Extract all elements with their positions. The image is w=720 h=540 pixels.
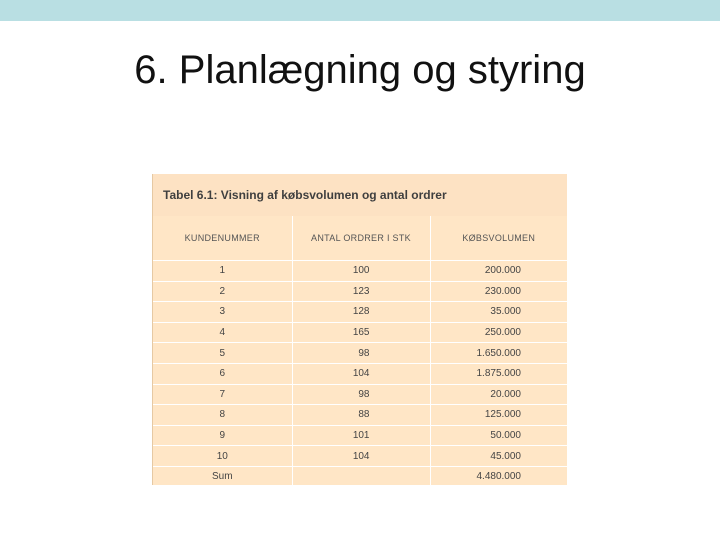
cell-antal-ordrer: 101 <box>292 425 430 446</box>
cell-antal-ordrer <box>292 466 430 487</box>
header-kundenummer: KUNDENUMMER <box>153 216 292 261</box>
table-row <box>153 322 567 343</box>
table-row <box>153 261 567 282</box>
cell-kundenummer: Sum <box>153 466 292 487</box>
table-figure <box>152 174 567 485</box>
top-accent-bar <box>0 0 720 21</box>
cell-antal-ordrer: 100 <box>292 261 430 282</box>
table-caption: Tabel 6.1: Visning af købsvolumen og antal ordrer <box>153 174 567 216</box>
cell-kundenummer: 4 <box>153 322 292 343</box>
table-body <box>153 261 567 488</box>
cell-kobsvolumen: 35.000 <box>430 302 567 323</box>
cell-kobsvolumen: 125.000 <box>430 405 567 426</box>
cell-kundenummer: 8 <box>153 405 292 426</box>
cell-kundenummer: 9 <box>153 425 292 446</box>
cell-kundenummer: 10 <box>153 446 292 467</box>
cell-kundenummer: 2 <box>153 281 292 302</box>
table-row <box>153 281 567 302</box>
table-row <box>153 343 567 364</box>
cell-antal-ordrer: 104 <box>292 446 430 467</box>
table-header-row <box>153 216 567 261</box>
table-row <box>153 425 567 446</box>
cell-kobsvolumen: 250.000 <box>430 322 567 343</box>
header-kobsvolumen: KØBSVOLUMEN <box>430 216 567 261</box>
table-row <box>153 384 567 405</box>
cell-kobsvolumen: 230.000 <box>430 281 567 302</box>
slide-title: 6. Planlægning og styring <box>134 48 586 92</box>
cell-kundenummer: 1 <box>153 261 292 282</box>
cell-antal-ordrer: 88 <box>292 405 430 426</box>
cell-antal-ordrer: 98 <box>292 343 430 364</box>
table-row <box>153 405 567 426</box>
cell-antal-ordrer: 123 <box>292 281 430 302</box>
table-row <box>153 363 567 384</box>
cell-kobsvolumen: 50.000 <box>430 425 567 446</box>
cell-antal-ordrer: 128 <box>292 302 430 323</box>
cell-kundenummer: 3 <box>153 302 292 323</box>
cell-antal-ordrer: 98 <box>292 384 430 405</box>
cell-kobsvolumen: 45.000 <box>430 446 567 467</box>
table-row <box>153 446 567 467</box>
cell-kobsvolumen: 200.000 <box>430 261 567 282</box>
cell-kobsvolumen: 4.480.000 <box>430 466 567 487</box>
header-antal-ordrer: ANTAL ORDRER I STK <box>292 216 430 261</box>
cell-antal-ordrer: 104 <box>292 363 430 384</box>
data-table <box>153 216 567 488</box>
cell-kobsvolumen: 1.650.000 <box>430 343 567 364</box>
cell-kobsvolumen: 20.000 <box>430 384 567 405</box>
cell-kundenummer: 5 <box>153 343 292 364</box>
table-row <box>153 466 567 487</box>
cell-kundenummer: 7 <box>153 384 292 405</box>
cell-kobsvolumen: 1.875.000 <box>430 363 567 384</box>
cell-antal-ordrer: 165 <box>292 322 430 343</box>
cell-kundenummer: 6 <box>153 363 292 384</box>
table-row <box>153 302 567 323</box>
